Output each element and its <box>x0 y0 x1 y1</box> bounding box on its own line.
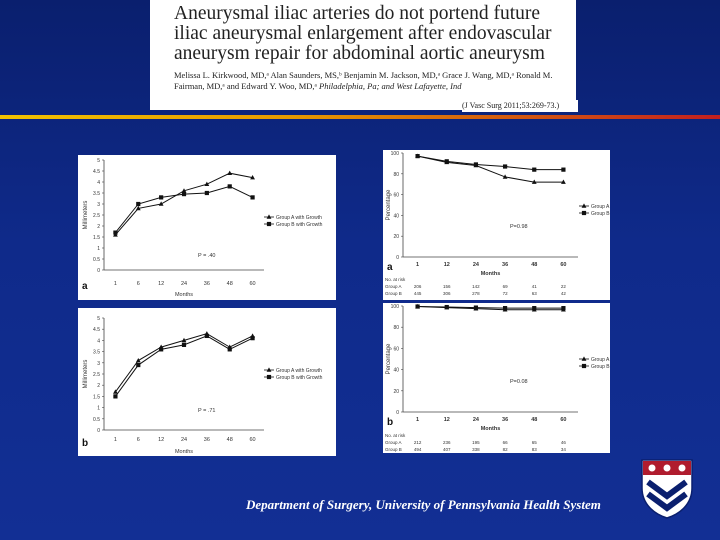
chart-freedom-b <box>383 303 610 453</box>
legend-marker <box>582 356 587 360</box>
y-tick-label: 1.5 <box>93 394 100 401</box>
risk-table-cell: 212 <box>413 440 422 445</box>
chart-panel-left-bottom <box>78 308 336 456</box>
legend-entry-group-b: Group B with Growth <box>276 375 323 381</box>
y-tick-label: 5 <box>97 316 100 322</box>
y-tick-label: 80 <box>393 325 399 332</box>
data-point-group-b <box>503 164 507 168</box>
data-point-group-b <box>503 306 507 310</box>
x-tick-label: 12 <box>158 437 165 443</box>
y-axis-label: Millimeters <box>83 200 89 230</box>
y-tick-label: 2 <box>97 383 100 390</box>
chart-growth-a <box>78 155 336 300</box>
chart-freedom-a <box>383 150 610 300</box>
y-axis-label: Millimeters <box>83 359 89 389</box>
x-tick-label: 60 <box>249 281 256 287</box>
risk-table-cell: 69 <box>502 284 508 289</box>
y-tick-label: 1 <box>97 246 100 252</box>
x-tick-label: 36 <box>203 281 210 287</box>
article-title: Aneurysmal iliac arteries do not portend future iliac aneurysmal enlargement after endovascular aneurysm repair for abdominal aortic aneurysm <box>174 3 552 64</box>
panel-label: b <box>387 417 394 428</box>
x-axis-label: Months <box>480 426 501 432</box>
article-authors <box>174 70 574 92</box>
risk-table-cell: 63 <box>531 291 537 296</box>
risk-table-cell: 445 <box>413 291 422 296</box>
chart-panel-right-bottom <box>383 303 610 453</box>
risk-table-row-label: Group A <box>385 440 402 445</box>
x-tick-label: 60 <box>560 417 567 423</box>
chart-panel-left-top <box>78 155 336 300</box>
risk-table-cell: 278 <box>472 291 480 296</box>
data-point-group-a <box>227 171 232 175</box>
risk-table-cell: 407 <box>442 447 451 452</box>
y-tick-label: 3.5 <box>93 191 100 197</box>
risk-table-cell: 156 <box>442 284 451 289</box>
legend-entry-group-a: Group A with Growth <box>276 215 322 221</box>
p-value-annotation: P=0.08 <box>510 379 528 385</box>
data-point-group-b <box>113 394 117 398</box>
x-tick-label: 12 <box>443 417 450 423</box>
p-value-annotation: P = .40 <box>198 253 216 259</box>
data-point-group-b <box>561 306 565 310</box>
y-tick-label: 0.5 <box>93 416 100 423</box>
article-citation: (J Vasc Surg 2011;53:269-73.) <box>462 100 578 112</box>
x-tick-label: 36 <box>502 417 509 423</box>
x-tick-label: 24 <box>472 417 479 423</box>
risk-table-cell: 65 <box>531 440 537 445</box>
y-tick-label: 60 <box>393 346 399 353</box>
risk-table-cell: 22 <box>560 284 566 289</box>
y-tick-label: 40 <box>393 213 399 220</box>
article-header-card <box>150 0 576 110</box>
x-tick-label: 1 <box>113 437 117 443</box>
y-tick-label: 0 <box>97 268 100 274</box>
data-point-group-b <box>250 195 254 199</box>
penn-shield-icon <box>640 458 694 520</box>
x-tick-label: 36 <box>502 262 509 268</box>
p-value-annotation: P = .71 <box>198 408 216 414</box>
y-tick-label: 3.5 <box>93 349 100 356</box>
x-tick-label: 48 <box>226 437 233 443</box>
risk-table-cell: 72 <box>502 291 508 296</box>
y-tick-label: 3 <box>97 202 100 208</box>
risk-table-cell: 142 <box>472 284 480 289</box>
legend-marker <box>582 211 586 215</box>
y-tick-label: 4.5 <box>93 327 100 334</box>
data-point-group-b <box>445 305 449 309</box>
y-axis-label: Percentage <box>386 343 392 375</box>
y-tick-label: 80 <box>393 171 399 178</box>
data-point-group-b <box>159 195 163 199</box>
y-tick-label: 0 <box>396 255 399 261</box>
y-axis-label: Percentage <box>386 189 392 221</box>
legend-entry-group-b: Group B <box>591 364 610 370</box>
data-point-group-b <box>136 202 140 206</box>
data-point-group-b <box>474 162 478 166</box>
risk-table-cell: 41 <box>531 284 537 289</box>
data-point-group-b <box>182 343 186 347</box>
y-tick-label: 2 <box>97 224 100 230</box>
x-tick-label: 6 <box>136 437 140 443</box>
x-tick-label: 48 <box>226 281 233 287</box>
data-point-group-a <box>136 358 141 362</box>
risk-table-cell: 195 <box>472 440 480 445</box>
risk-table-cell: 82 <box>502 447 508 452</box>
series-line-group-a <box>115 334 252 392</box>
risk-table-cell: 83 <box>531 447 537 452</box>
author-location: Philadelphia, Pa; and West Lafayette, Ind <box>319 81 462 91</box>
legend-entry-group-b: Group B <box>591 211 610 217</box>
series-line-group-b <box>418 156 564 170</box>
legend-entry-group-a: Group A <box>591 204 610 210</box>
data-point-group-b <box>250 336 254 340</box>
data-point-group-b <box>205 334 209 338</box>
y-tick-label: 4 <box>97 338 100 345</box>
x-axis-label: Months <box>480 271 501 277</box>
risk-table-header: No. at risk <box>385 277 406 282</box>
legend-marker <box>267 222 271 226</box>
y-tick-label: 0 <box>396 410 399 416</box>
risk-table-row-label: Group B <box>385 291 402 296</box>
y-tick-label: 2.5 <box>93 372 100 378</box>
y-tick-label: 20 <box>393 234 399 241</box>
x-tick-label: 1 <box>416 417 420 423</box>
x-axis-label: Months <box>174 292 194 298</box>
legend-entry-group-b: Group B with Growth <box>276 222 323 228</box>
y-tick-label: 20 <box>393 388 399 395</box>
y-tick-label: 0.5 <box>93 257 100 263</box>
panel-label: a <box>82 281 88 292</box>
chart-panel-right-top <box>383 150 610 300</box>
risk-table-row-label: Group A <box>385 284 402 289</box>
risk-table-cell: 306 <box>442 291 451 296</box>
data-point-group-b <box>445 159 449 163</box>
risk-table-cell: 206 <box>413 284 422 289</box>
series-line-group-b <box>418 307 564 309</box>
x-tick-label: 60 <box>560 262 567 268</box>
panel-label: b <box>82 438 89 449</box>
x-tick-label: 60 <box>249 437 256 443</box>
x-tick-label: 12 <box>443 262 450 268</box>
chart-growth-b <box>78 308 336 456</box>
legend-marker <box>267 367 272 371</box>
y-tick-label: 100 <box>390 151 399 157</box>
legend-marker <box>267 375 271 379</box>
data-point-group-b <box>182 192 186 196</box>
risk-table-cell: 66 <box>502 440 508 445</box>
data-point-group-b <box>532 168 536 172</box>
risk-table-cell: 46 <box>560 440 566 445</box>
data-point-group-b <box>113 231 117 235</box>
department-footer: Department of Surgery, University of Pennsylvania Health System <box>246 497 601 512</box>
risk-table-cell: 236 <box>442 440 451 445</box>
x-tick-label: 1 <box>416 262 420 268</box>
series-line-group-a <box>115 173 252 235</box>
legend-entry-group-a: Group A with Growth <box>276 368 322 374</box>
x-tick-label: 6 <box>136 281 140 287</box>
legend-entry-group-a: Group A <box>591 357 610 363</box>
author-list: Melissa L. Kirkwood, MD,ᵃ Alan Saunders, MS,ᵇ Benjamin M. Jackson, MD,ᵃ Grace J. Wang, MD,ᵃ Ronald M. Fairman, MD,ᵃ and Edward Y. Woo, MD,ᵃ <box>174 70 553 91</box>
x-tick-label: 36 <box>203 437 210 443</box>
x-tick-label: 1 <box>113 281 117 287</box>
x-tick-label: 24 <box>472 262 479 268</box>
x-axis-label: Months <box>174 449 194 455</box>
panel-label: a <box>387 262 393 273</box>
y-tick-label: 100 <box>390 304 399 310</box>
data-point-group-b <box>159 347 163 351</box>
risk-table-header: No. at risk <box>385 433 406 438</box>
risk-table-cell: 34 <box>560 447 566 452</box>
legend-marker <box>582 364 586 368</box>
y-tick-label: 40 <box>393 367 399 374</box>
y-tick-label: 5 <box>97 158 100 164</box>
y-tick-label: 3 <box>97 360 100 367</box>
data-point-group-b <box>228 347 232 351</box>
y-tick-label: 4.5 <box>93 169 100 175</box>
y-tick-label: 0 <box>97 428 100 434</box>
x-tick-label: 12 <box>158 281 165 287</box>
divider-rule <box>0 115 720 119</box>
data-point-group-b <box>205 191 209 195</box>
risk-table-cell: 338 <box>472 447 480 452</box>
data-point-group-b <box>474 305 478 309</box>
x-tick-label: 24 <box>180 437 188 443</box>
risk-table-cell: 42 <box>560 291 566 296</box>
x-tick-label: 48 <box>531 417 538 423</box>
y-tick-label: 1 <box>97 405 100 412</box>
data-point-group-b <box>532 306 536 310</box>
data-point-group-b <box>228 184 232 188</box>
risk-table-row-label: Group B <box>385 447 402 452</box>
data-point-group-b <box>415 154 419 158</box>
data-point-group-b <box>415 304 419 308</box>
y-tick-label: 4 <box>97 180 100 186</box>
x-tick-label: 24 <box>180 281 188 287</box>
p-value-annotation: P=0.98 <box>510 224 528 230</box>
y-tick-label: 1.5 <box>93 235 100 241</box>
data-point-group-b <box>561 168 565 172</box>
y-tick-label: 2.5 <box>93 213 100 219</box>
y-tick-label: 60 <box>393 192 399 199</box>
data-point-group-b <box>136 363 140 367</box>
risk-table-cell: 494 <box>413 447 422 452</box>
x-tick-label: 48 <box>531 262 538 268</box>
